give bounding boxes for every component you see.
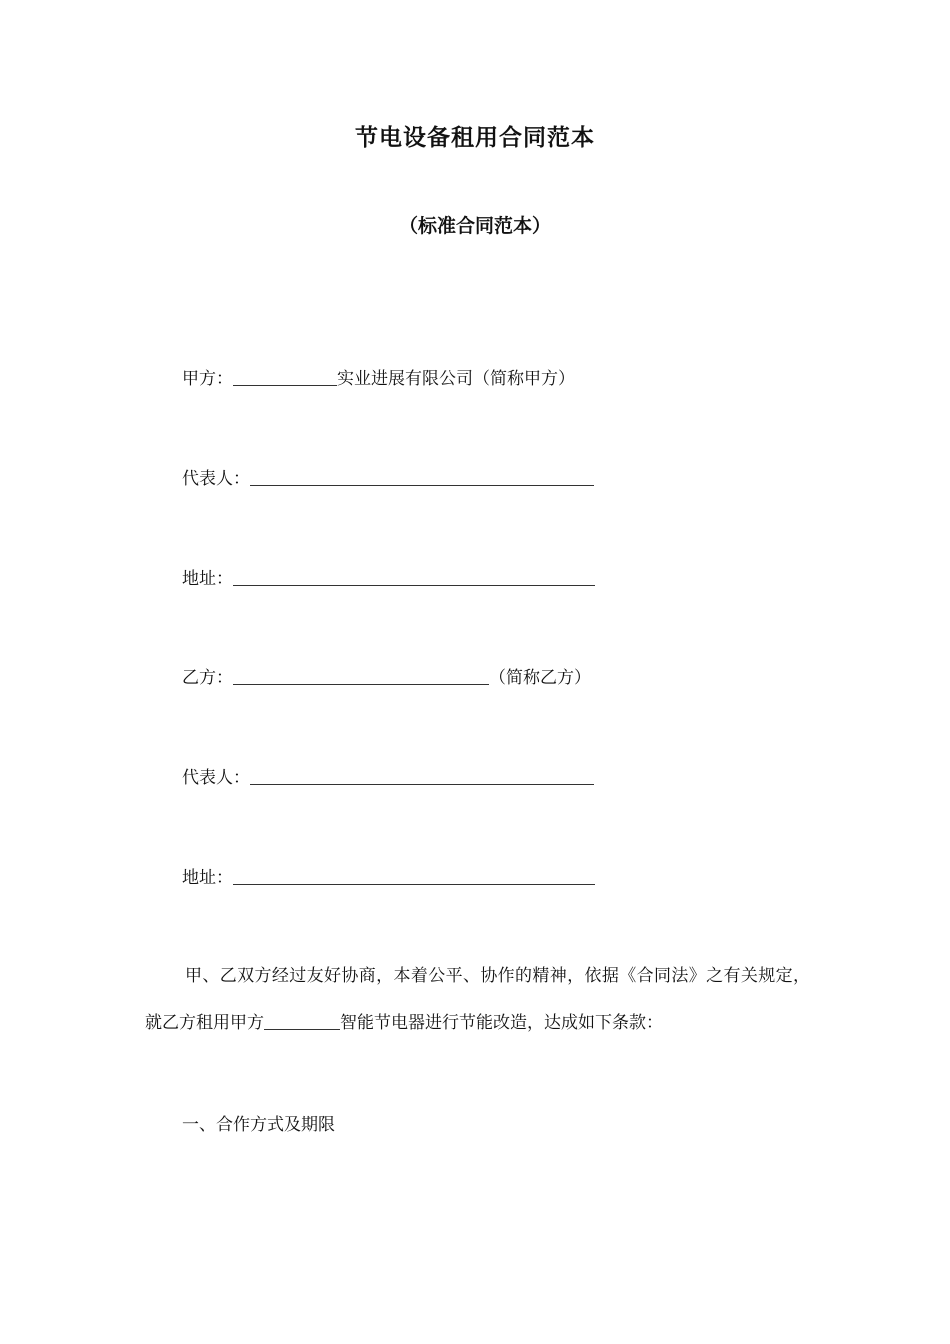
- party-b-rep-blank[interactable]: [250, 764, 594, 785]
- document-subtitle: （标准合同范本）: [398, 215, 551, 237]
- document-title: 节电设备租用合同范本: [355, 125, 595, 151]
- party-a-rep-blank[interactable]: [250, 465, 594, 486]
- party-a-rep-line: [182, 464, 594, 494]
- party-b-address-label: 地址：: [182, 868, 233, 888]
- party-b-rep-line: [182, 763, 594, 793]
- preamble-text-before: 甲、乙双方经过友好协商，本着公平、协作的精神，依据《合同法》之有关规定，就乙方租用甲方: [145, 966, 810, 1033]
- party-a-name-blank[interactable]: [233, 365, 337, 386]
- party-b-abbrev: （简称乙方）: [489, 668, 591, 688]
- party-a-address-blank[interactable]: [233, 565, 595, 586]
- party-b-address-line: [182, 863, 595, 893]
- party-b-address-blank[interactable]: [233, 864, 595, 885]
- party-a-rep-label: 代表人：: [182, 469, 250, 489]
- party-a-address-label: 地址：: [182, 569, 233, 589]
- party-b-rep-label: 代表人：: [182, 768, 250, 788]
- preamble-paragraph: [145, 953, 810, 1047]
- party-a-label: 甲方：: [182, 369, 233, 389]
- party-b-line: [182, 663, 591, 693]
- section-heading-1: 一、合作方式及期限: [182, 1115, 335, 1135]
- preamble-blank[interactable]: [264, 1009, 340, 1030]
- preamble-text-after: 智能节电器进行节能改造，达成如下条款：: [340, 1013, 663, 1033]
- party-a-line: [182, 364, 575, 394]
- party-b-name-blank[interactable]: [233, 664, 489, 685]
- party-a-name-suffix: 实业进展有限公司（简称甲方）: [337, 369, 575, 389]
- party-a-address-line: [182, 564, 595, 594]
- party-b-label: 乙方：: [182, 668, 233, 688]
